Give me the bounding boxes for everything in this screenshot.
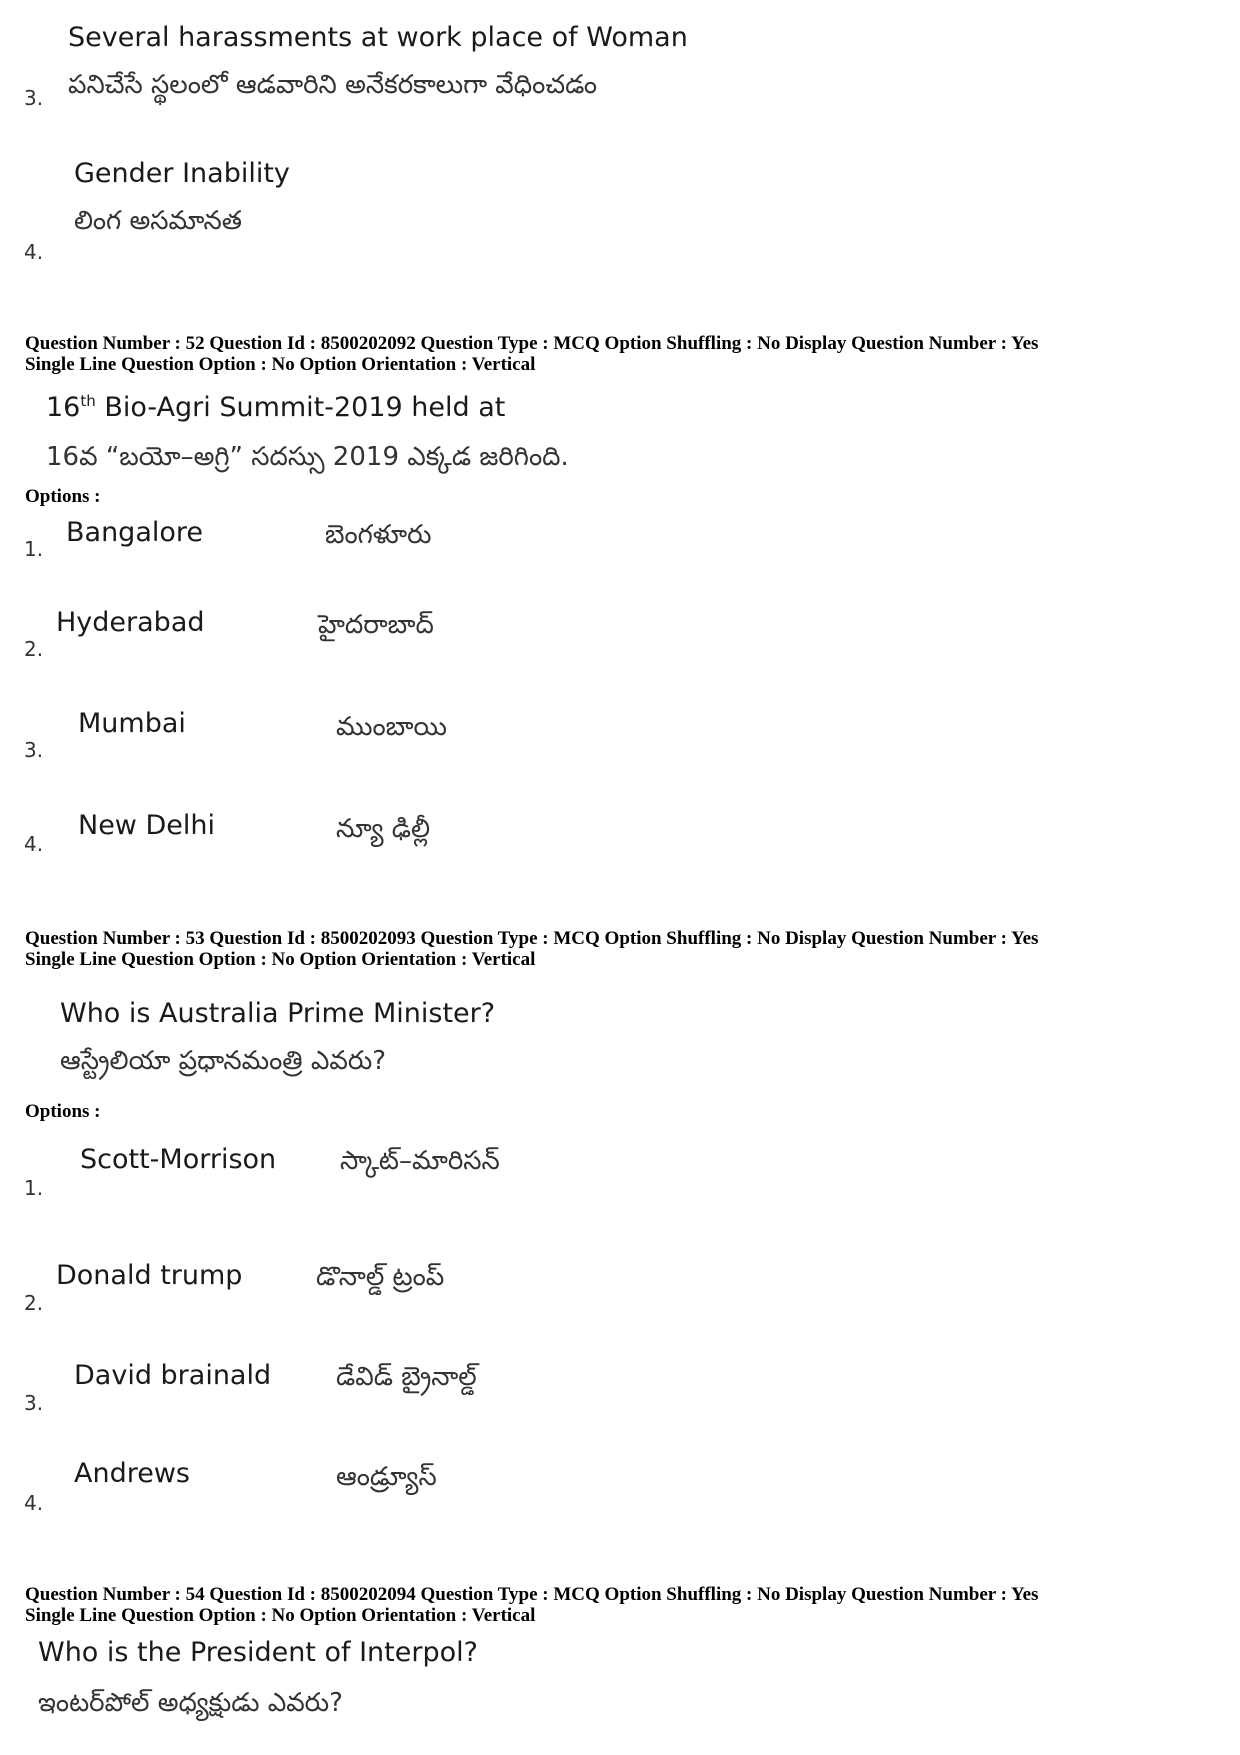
question-54-text-english: Who is the President of Interpol?: [38, 1637, 478, 1668]
q52-option-3-number: 3.: [24, 738, 44, 762]
q53-option-3-number: 3.: [24, 1391, 44, 1415]
question-52-text-english: 16th Bio-Agri Summit-2019 held at: [46, 392, 506, 423]
question-53-meta-line2: Single Line Question Option : No Option Orientation : Vertical: [25, 949, 536, 970]
q53-option-1-number: 1.: [24, 1176, 44, 1200]
q52-option-4-telugu: న్యూ ఢిల్లీ: [336, 814, 431, 844]
q52-option-1-telugu: బెంగళూరు: [325, 520, 432, 550]
question-54-meta-line2: Single Line Question Option : No Option Orientation : Vertical: [25, 1605, 536, 1626]
q53-option-3-telugu: డేవిడ్ బ్రైనాల్డ్: [336, 1362, 477, 1392]
q52-option-4-number: 4.: [24, 832, 44, 856]
q53-option-1-english: Scott-Morrison: [80, 1144, 277, 1175]
q53-option-2-telugu: డొనాల్డ్ ట్రంప్: [316, 1262, 445, 1292]
q52-option-2-telugu: హైదరాబాద్: [318, 610, 434, 640]
q52-option-3-english: Mumbai: [78, 708, 186, 739]
prev-option-4-english: Gender Inability: [74, 158, 290, 189]
question-54-meta-line1: Question Number : 54 Question Id : 8500202094 Question Type : MCQ Option Shuffling : No Display Question Number : Yes: [25, 1584, 1039, 1605]
q53-option-2-english: Donald trump: [56, 1260, 243, 1291]
q53-option-1-telugu: స్కాట్–మారిసన్: [340, 1146, 500, 1176]
q53-option-4-number: 4.: [24, 1491, 44, 1515]
q52-option-3-telugu: ముంబాయి: [336, 712, 447, 742]
question-53-meta-line1: Question Number : 53 Question Id : 8500202093 Question Type : MCQ Option Shuffling : No Display Question Number : Yes: [25, 928, 1039, 949]
question-52-meta-line1: Question Number : 52 Question Id : 8500202092 Question Type : MCQ Option Shuffling : No Display Question Number : Yes: [25, 333, 1039, 354]
question-53-text-english: Who is Australia Prime Minister?: [60, 998, 496, 1029]
q52-option-4-english: New Delhi: [78, 810, 215, 841]
prev-option-3-telugu: పనిచేసే స్థలంలో ఆడవారిని అనేకరకాలుగా వేధించడం: [68, 70, 598, 100]
q53-option-3-english: David brainald: [74, 1360, 272, 1391]
prev-option-4-number: 4.: [24, 240, 44, 264]
question-52-text-telugu: 16వ “బయో–అగ్రి” సదస్సు 2019 ఎక్కడ జరిగింది.: [46, 442, 569, 472]
q53-option-4-english: Andrews: [74, 1458, 190, 1489]
question-54-text-telugu: ఇంటర్‌పోల్ అధ్యక్షుడు ఎవరు?: [38, 1688, 343, 1718]
prev-option-3-english: Several harassments at work place of Woman: [68, 22, 688, 53]
q53-option-2-number: 2.: [24, 1291, 44, 1315]
q52-option-2-number: 2.: [24, 637, 44, 661]
question-52-options-label: Options :: [25, 486, 101, 507]
prev-option-4-telugu: లింగ అసమానత: [74, 206, 243, 236]
question-53-options-label: Options :: [25, 1101, 101, 1122]
question-53-text-telugu: ఆస్ట్రేలియా ప్రధానమంత్రి ఎవరు?: [60, 1046, 387, 1076]
q52-option-2-english: Hyderabad: [56, 607, 205, 638]
q52-option-1-english: Bangalore: [66, 517, 204, 548]
prev-option-3-number: 3.: [24, 86, 44, 110]
question-52-meta-line2: Single Line Question Option : No Option Orientation : Vertical: [25, 354, 536, 375]
q52-option-1-number: 1.: [24, 537, 44, 561]
q53-option-4-telugu: ఆండ్ర్యూస్: [336, 1462, 437, 1492]
